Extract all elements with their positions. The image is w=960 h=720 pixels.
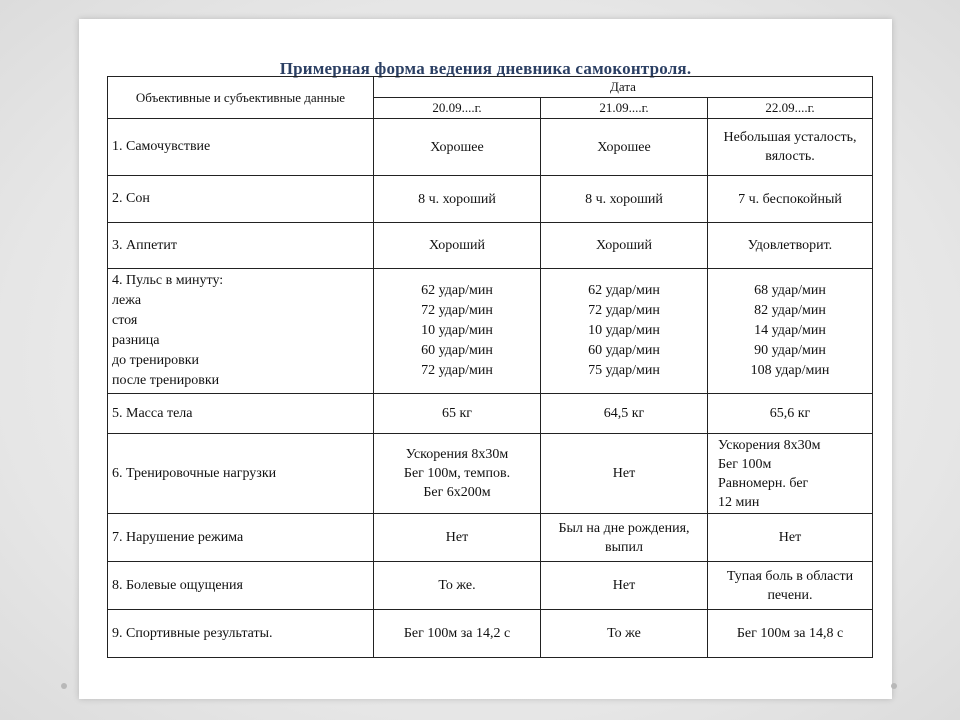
table-cell: 64,5 кг (541, 394, 708, 434)
pulse-value: 62 удар/мин (421, 283, 493, 298)
pulse-value: 62 удар/мин (588, 283, 660, 298)
row-label-pulse (108, 269, 374, 394)
table-row-training-loads (108, 434, 873, 514)
cell-line: Бег 100м (718, 456, 772, 472)
table-cell: Нет (541, 562, 708, 610)
header-day-1: 20.09....г. (374, 98, 541, 119)
cell-line: Нет (612, 466, 636, 481)
cell-line: Бег 100м, темпов. (403, 466, 511, 481)
pulse-sublabel: после тренировки (112, 373, 220, 388)
cell-line: Бег 6х200м (423, 485, 491, 500)
table-row-pulse (108, 269, 873, 394)
pulse-value: 10 удар/мин (421, 323, 493, 338)
pulse-sublabel: разница (112, 333, 160, 348)
table-cell: Бег 100м за 14,2 с (374, 610, 541, 658)
table-row-body-mass (108, 394, 873, 434)
table-cell (541, 434, 708, 514)
table-cell: То же. (374, 562, 541, 610)
table-cell: Хороший (374, 223, 541, 269)
page-title: Примерная форма ведения дневника самоконтроля. (279, 59, 692, 78)
table-row-wellbeing (108, 119, 873, 176)
pulse-sublabel: до тренировки (112, 353, 200, 368)
pulse-sublabel: стоя (112, 313, 138, 328)
pulse-value: 75 удар/мин (588, 363, 660, 378)
table-cell: Бег 100м за 14,8 с (708, 610, 873, 658)
table-row-regime-violation (108, 514, 873, 562)
row-label: 8. Болевые ощущения (108, 562, 374, 610)
table-cell: 65 кг (374, 394, 541, 434)
table-cell: То же (541, 610, 708, 658)
header-day-3: 22.09....г. (708, 98, 873, 119)
pulse-value: 90 удар/мин (754, 343, 826, 358)
table-cell: Хорошее (374, 119, 541, 176)
pulse-value: 10 удар/мин (588, 323, 660, 338)
table-row-pain (108, 562, 873, 610)
slide-page (79, 19, 892, 699)
pulse-value: 72 удар/мин (421, 363, 493, 378)
table-cell (708, 434, 873, 514)
pulse-value: 14 удар/мин (754, 323, 826, 338)
pulse-sublabel: лежа (112, 293, 142, 308)
table-cell (374, 269, 541, 394)
pulse-value: 60 удар/мин (421, 343, 493, 358)
decorative-dot-right (891, 683, 897, 689)
pulse-value: 72 удар/мин (421, 303, 493, 318)
table-cell: Тупая боль в области печени. (708, 562, 873, 610)
self-control-diary-table (107, 76, 873, 658)
cell-line: Ускорения 8х30м (405, 447, 509, 462)
table-cell: 7 ч. беспокойный (708, 176, 873, 223)
table-cell: Нет (374, 514, 541, 562)
table-cell: Нет (708, 514, 873, 562)
table-cell: 8 ч. хороший (541, 176, 708, 223)
table-row-sleep (108, 176, 873, 223)
header-date-cell: Дата (374, 77, 873, 98)
row-label: 3. Аппетит (108, 223, 374, 269)
pulse-value: 108 удар/мин (750, 363, 830, 378)
row-label: 4. Пульс в минуту: (112, 273, 224, 288)
row-label: 1. Самочувствие (108, 119, 374, 176)
table-cell: Небольшая усталость, вялость. (708, 119, 873, 176)
cell-line: 12 мин (718, 494, 760, 510)
row-label: 5. Масса тела (108, 394, 374, 434)
table-cell (374, 434, 541, 514)
pulse-value: 68 удар/мин (754, 283, 826, 298)
table-cell (708, 269, 873, 394)
pulse-value: 60 удар/мин (588, 343, 660, 358)
header-row (108, 77, 873, 98)
table-cell: Удовлетворит. (708, 223, 873, 269)
table-cell (541, 269, 708, 394)
row-label: 2. Сон (108, 176, 374, 223)
table-cell: Хорошее (541, 119, 708, 176)
decorative-dot-left (61, 683, 67, 689)
cell-line: Равномерн. бег (718, 475, 809, 491)
table-row-appetite (108, 223, 873, 269)
pulse-value: 72 удар/мин (588, 303, 660, 318)
cell-line: Ускорения 8х30м (718, 437, 821, 453)
row-label: 7. Нарушение режима (108, 514, 374, 562)
table-cell: 8 ч. хороший (374, 176, 541, 223)
table-cell: Хороший (541, 223, 708, 269)
row-label: 9. Спортивные результаты. (108, 610, 374, 658)
table-row-sport-results (108, 610, 873, 658)
table-cell: Был на дне рождения, выпил (541, 514, 708, 562)
pulse-value: 82 удар/мин (754, 303, 826, 318)
row-label: 6. Тренировочные нагрузки (108, 434, 374, 514)
header-day-2: 21.09....г. (541, 98, 708, 119)
table-cell: 65,6 кг (708, 394, 873, 434)
header-label-cell: Объективные и субъективные данные (108, 77, 374, 119)
